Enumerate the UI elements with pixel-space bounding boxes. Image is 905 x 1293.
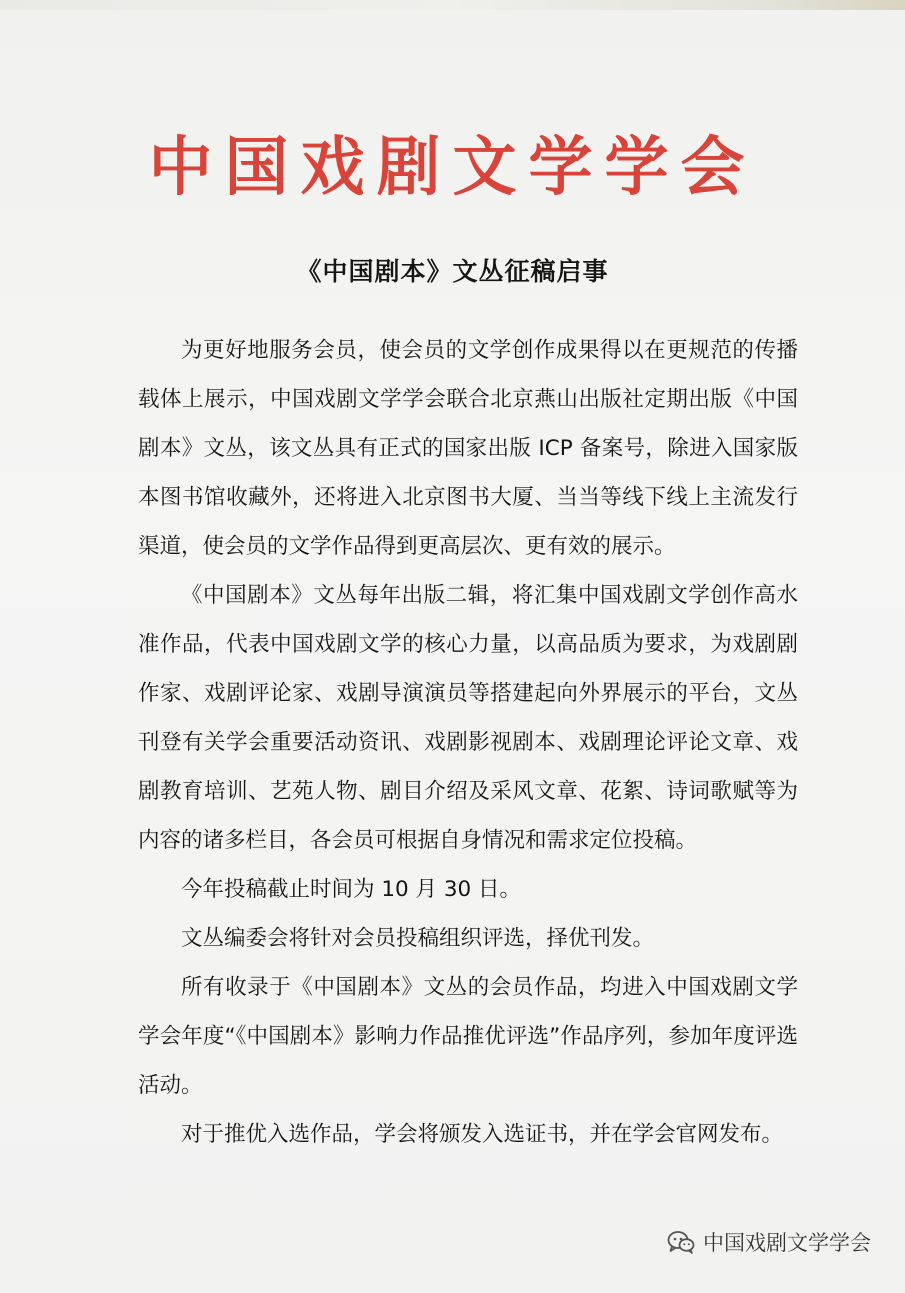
paragraph-selection: 所有收录于《中国剧本》文丛的会员作品，均进入中国戏剧文学学会年度“《中国剧本》影响力作品推优评选”作品序列，参加年度评选活动。 [138, 975, 798, 1098]
letterhead-title: 中国戏剧文学学会 [148, 131, 757, 205]
document-title: 《中国剧本》文丛征稿启事 [296, 257, 609, 286]
top-edge-strip [0, 0, 905, 10]
paragraph-anthology: 《中国剧本》文丛每年出版二辑，将汇集中国戏剧文学创作高水准作品，代表中国戏剧文学的核心力量，以高品质为要求，为戏剧剧作家、戏剧评论家、戏剧导演演员等搭建起向外界展示的平台，文丛刊登有关学会重要活动资讯、戏剧影视剧本、戏剧理论评论文章、戏剧教育培训、艺苑人物、剧目介绍及采风文章、花絮、诗词歌赋等为内容的诸多栏目，各会员可根据自身情况和需求定位投稿。 [138, 583, 798, 853]
wechat-icon [667, 1230, 695, 1254]
document-body [138, 326, 798, 1159]
paragraph-intro: 为更好地服务会员，使会员的文学创作成果得以在更规范的传播载体上展示，中国戏剧文学学会联合北京燕山出版社定期出版《中国剧本》文丛，该文丛具有正式的国家出版 ICP 备案号，除进入国家版本图书馆收藏外，还将进入北京图书大厦、当当等线下线上主流发行渠道，使会员的文学作品得到更高层次、更有效的展示。 [138, 338, 798, 559]
paragraph-review: 文丛编委会将针对会员投稿组织评选，择优刊发。 [181, 926, 655, 951]
watermark-text: 中国戏剧文学学会 [703, 1231, 871, 1255]
paragraph-certificate: 对于推优入选作品，学会将颁发入选证书，并在学会官网发布。 [181, 1122, 784, 1147]
paragraph-deadline: 今年投稿截止时间为 10 月 30 日。 [181, 877, 522, 902]
wechat-watermark [667, 1227, 871, 1257]
